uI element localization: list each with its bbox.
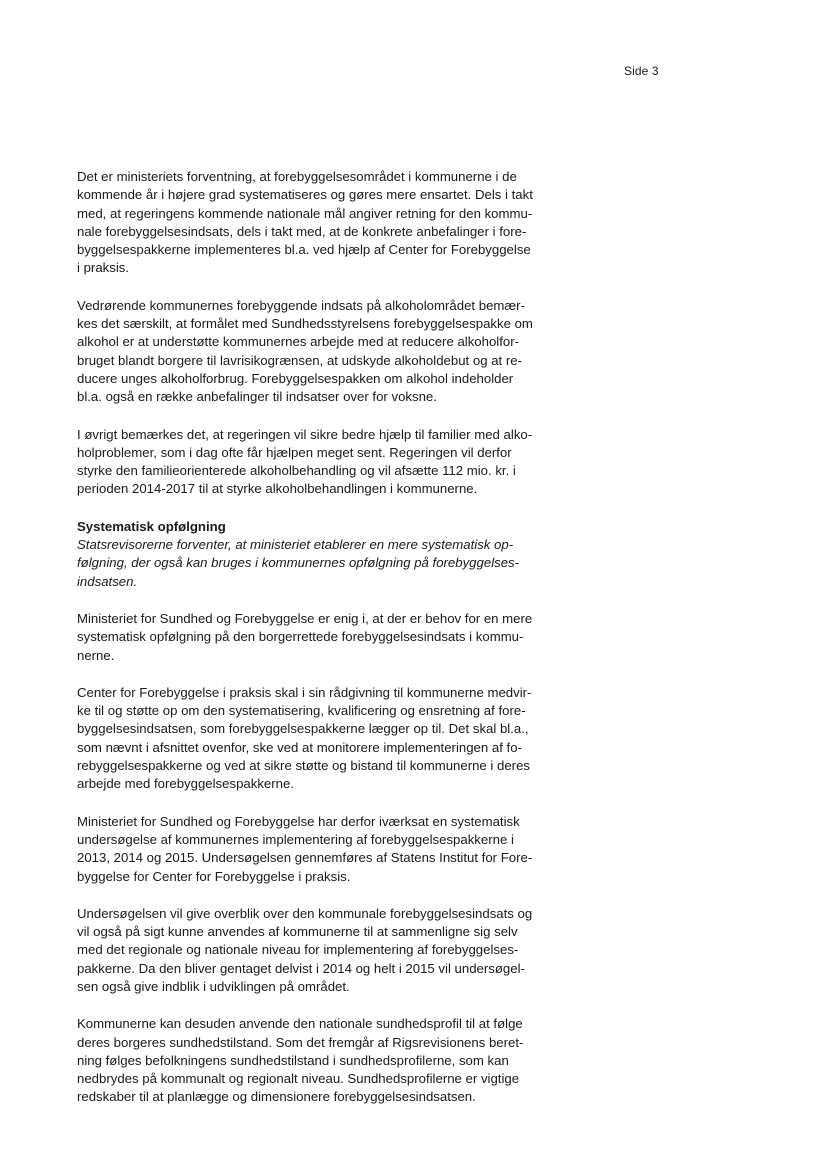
text-line: pakkerne. Da den bliver gentaget delvist i 2014 og helt i 2015 vil undersøgel- — [77, 960, 525, 976]
text-line: Kommunerne kan desuden anvende den nationale sundhedsprofil til at følge — [77, 1016, 523, 1032]
text-line: byggelsesindsatsen, som forebyggelsespakkerne lægger op til. Det skal bl.a., — [77, 721, 529, 737]
text-line: undersøgelse af kommunernes implementering af forebyggelsespakkerne i — [77, 831, 514, 847]
text-line: byggelsespakkerne implementeres bl.a. ved hjælp af Center for Forebyggelse — [77, 242, 531, 258]
section-intro — [77, 536, 563, 591]
paragraph-systematisk-undersoegelse — [77, 813, 563, 886]
text-line: vil også på sigt kunne anvendes af kommunerne til at sammenligne sig selv — [77, 924, 518, 940]
section-heading: Systematisk opfølgning — [77, 518, 226, 534]
text-line: alkohol er at understøtte kommunernes arbejde med at reducere alkoholfor- — [77, 334, 520, 350]
text-line: Ministeriet for Sundhed og Forebyggelse har derfor iværksat en systematisk — [77, 813, 520, 829]
text-line: ning følges befolkningens sundhedstilstand i sundhedsprofilerne, som kan — [77, 1052, 509, 1068]
text-line: perioden 2014-2017 til at styrke alkoholbehandlingen i kommunerne. — [77, 481, 478, 497]
paragraph-alkohol-indsats — [77, 297, 563, 407]
paragraph-forebyggelse-forventning — [77, 168, 563, 278]
text-line: som nævnt i afsnittet ovenfor, ske ved at monitorere implementeringen af fo- — [77, 739, 522, 755]
text-line: ducere unges alkoholforbrug. Forebyggelsespakken om alkohol indeholder — [77, 370, 514, 386]
text-line: I øvrigt bemærkes det, at regeringen vil sikre bedre hjælp til familier med alko- — [77, 426, 533, 442]
text-line: nedbrydes på kommunalt og regionalt niveau. Sundhedsprofilerne er vigtige — [77, 1071, 520, 1087]
text-line: Det er ministeriets forventning, at forebyggelsesområdet i kommunerne i de — [77, 169, 517, 184]
text-line: Undersøgelsen vil give overblik over den kommunale forebyggelsesindsats og — [77, 905, 533, 921]
text-line: indsatsen. — [77, 573, 138, 589]
text-line: systematisk opfølgning på den borgerrettede forebyggelsesindsats i kommu- — [77, 629, 524, 645]
text-line: Ministeriet for Sundhed og Forebyggelse er enig i, at der er behov for en mere — [77, 610, 533, 626]
text-line: bruget blandt borgere til lavrisikogrænsen, at udskyde alkoholdebut og at re- — [77, 352, 522, 368]
text-line: styrke den familieorienterede alkoholbehandling og vil afsætte 112 mio. kr. i — [77, 463, 516, 479]
text-line: Center for Forebyggelse i praksis skal i sin rådgivning til kommunerne medvir- — [77, 684, 532, 700]
text-line: redskaber til at planlægge og dimensionere forebyggelsesindsatsen. — [77, 1089, 476, 1105]
paragraph-familier-alkoholproblemer — [77, 426, 563, 499]
text-line: med det regionale og nationale niveau for implementering af forebyggelses- — [77, 942, 519, 958]
text-line: ke til og støtte op om den systematisering, kvalificering og ensretning af fore- — [77, 703, 526, 719]
text-line: deres borgeres sundhedstilstand. Som det fremgår af Rigsrevisionens beret- — [77, 1034, 524, 1050]
text-line: følgning, der også kan bruges i kommunernes opfølgning på forebyggelses- — [77, 555, 520, 571]
text-line: i praksis. — [77, 260, 130, 276]
text-line: Statsrevisorerne forventer, at ministeriet etablerer en mere systematisk op- — [77, 537, 514, 553]
text-line: nale forebyggelsesindsats, dels i takt med, at de konkrete anbefalinger i fore- — [77, 223, 527, 239]
text-line: 2013, 2014 og 2015. Undersøgelsen gennemføres af Statens Institut for Fore- — [77, 850, 533, 866]
text-line: holproblemer, som i dag ofte får hjælpen meget sent. Regeringen vil derfor — [77, 444, 512, 460]
text-line: byggelse for Center for Forebyggelse i praksis. — [77, 868, 351, 884]
text-line: kes det særskilt, at formålet med Sundhedsstyrelsens forebyggelsespakke om — [77, 316, 533, 332]
text-line: med, at regeringens kommende nationale mål angiver retning for den kommu- — [77, 205, 533, 221]
text-line: Vedrørende kommunernes forebyggende indsats på alkoholområdet bemær- — [77, 297, 525, 313]
text-line: rebyggelsespakkerne og ved at sikre støtte og bistand til kommunerne i deres — [77, 758, 531, 774]
page-number: Side 3 — [624, 64, 659, 78]
text-line: bl.a. også en række anbefalinger til indsatser over for voksne. — [77, 389, 437, 405]
document-body — [77, 168, 563, 1126]
paragraph-ministeriet-enig — [77, 610, 563, 665]
text-line: nerne. — [77, 647, 115, 663]
paragraph-sundhedsprofil — [77, 1015, 563, 1106]
text-line: arbejde med forebyggelsespakkerne. — [77, 776, 294, 792]
text-line: sen også give indblik i udviklingen på området. — [77, 978, 350, 994]
text-line: kommende år i højere grad systematiseres og gøres mere ensartet. Dels i takt — [77, 187, 533, 203]
paragraph-center-for-forebyggelse — [77, 684, 563, 794]
paragraph-undersoegelsen-overblik — [77, 905, 563, 996]
